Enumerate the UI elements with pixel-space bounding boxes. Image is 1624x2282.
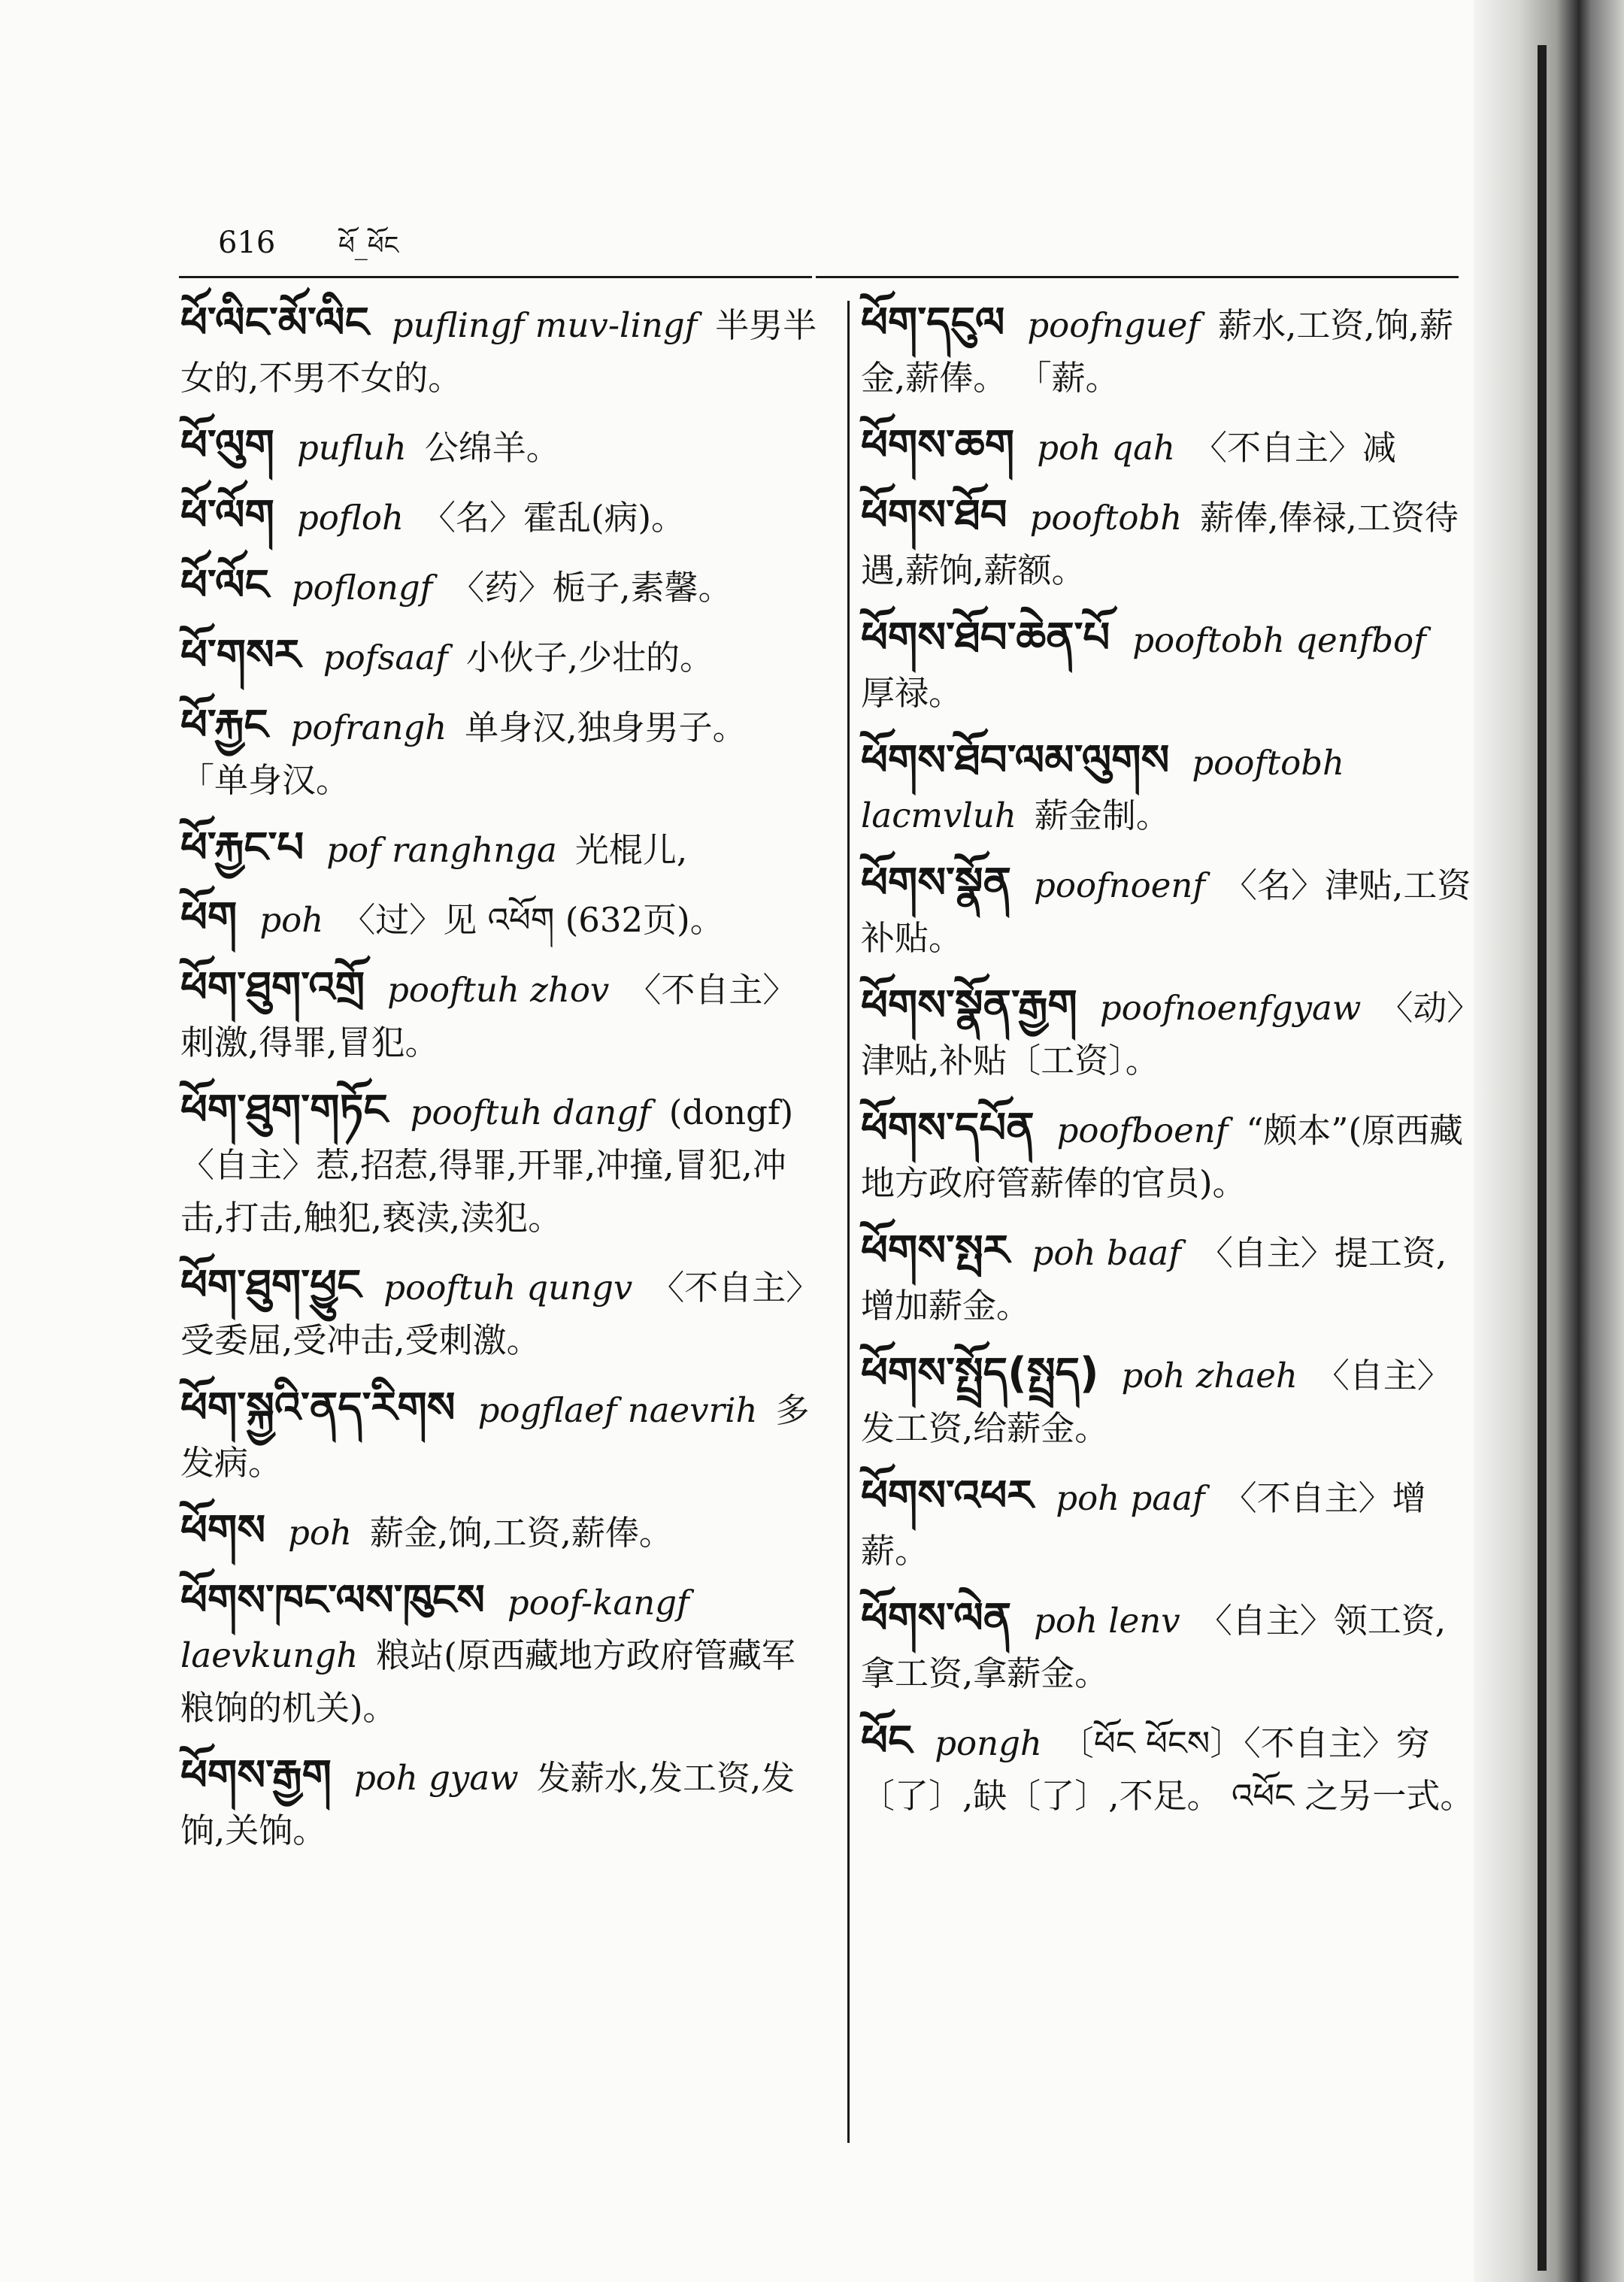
dictionary-entry (180, 420, 820, 474)
romanization: poof-kangf laevkungh (180, 1583, 689, 1675)
headword: ཕོགས་ཐོབ་ལམ་ལུགས (861, 736, 1170, 785)
definition: 〈自主〉提工资,增加薪金。 (861, 1233, 1447, 1326)
dictionary-entry (180, 559, 820, 614)
dictionary-entry (180, 822, 820, 877)
headword: ཕོ་ལོག (180, 491, 274, 540)
definition: 薪水,工资,饷,薪金,薪俸。 「薪。 (861, 305, 1453, 398)
dictionary-entry (180, 297, 820, 405)
romanization: poflongf (291, 568, 433, 608)
romanization: pofloh (296, 498, 404, 538)
definition: 光棍儿, (574, 830, 688, 870)
right-column (861, 297, 1477, 1838)
definition: 〈不自主〉受委屈,受冲击,受刺激。 (180, 1268, 803, 1360)
headword: ཕོགས་ལེན (861, 1594, 1012, 1643)
headword: ཕོགས་ཐོབ་ཆེན་པོ (861, 614, 1110, 662)
definition: 单身汉,独身男子。 「单身汉。 (180, 708, 747, 800)
header-rule-right (816, 276, 1459, 278)
headword: ཕོགས་ཆག (861, 421, 1015, 470)
headword: ཕོག་ཐུག་གཏོང (180, 1086, 388, 1135)
headword: ཕོ་རྐྱང་པ (180, 823, 304, 872)
headword: ཕོགས་སྤྲོད(སྤྲད) (861, 1349, 1099, 1398)
romanization: poh qah (1037, 428, 1175, 468)
romanization: pofrangh (290, 708, 447, 747)
romanization: poofnoenf (1034, 865, 1206, 905)
dictionary-entry (861, 297, 1477, 405)
definition: 〈名〉津贴,工资补贴。 (861, 865, 1471, 958)
dictionary-entry (180, 1084, 820, 1244)
definition: 多发病。 (180, 1390, 810, 1483)
dictionary-entry (861, 1470, 1477, 1577)
definition: (dongf) 〈自主〉惹,招惹,得罪,开罪,冲撞,冒犯,冲击,打击,触犯,亵渎,渎犯。 (180, 1093, 794, 1238)
headword: ཕོགས་འཕར (861, 1471, 1034, 1520)
romanization: poofboenf (1056, 1111, 1229, 1150)
headword: ཕོགས (180, 1506, 266, 1555)
romanization: pooftuh zhov (387, 970, 610, 1010)
headword: ཕོང (861, 1717, 913, 1765)
dictionary-entry (180, 1750, 820, 1857)
book-gutter-shadow (1474, 0, 1624, 2282)
dictionary-entry (861, 1347, 1477, 1455)
definition: 薪金,饷,工资,薪俸。 (370, 1513, 673, 1553)
dictionary-entry (180, 892, 820, 947)
header-rule-left (179, 276, 812, 278)
guide-word: ཕོ_ཕོང (338, 231, 399, 261)
dictionary-entry (861, 612, 1477, 720)
romanization: poh (259, 900, 324, 940)
dictionary-entry (180, 1382, 820, 1490)
dictionary-entry (861, 1593, 1477, 1700)
definition: 〈自主〉领工资,拿工资,拿薪金。 (861, 1601, 1447, 1693)
definition: 〈自主〉发工资,给薪金。 (861, 1356, 1451, 1448)
definition: 〈药〉栀子,素馨。 (450, 568, 732, 608)
headword: ཕོག་ཐུག་འགྲོ (180, 963, 365, 1012)
dictionary-entry (861, 1225, 1477, 1332)
headword: ཕོག་ཐུག་ཕྱུང (180, 1261, 362, 1310)
definition: 〔ཕོང ཕོངས〕〈不自主〉穷〔了〕,缺〔了〕,不足。 འཕོང 之另一式。 (861, 1723, 1474, 1816)
definition: 〈名〉霍乱(病)。 (421, 498, 686, 538)
dictionary-entry (180, 699, 820, 807)
dictionary-entry (180, 1574, 820, 1735)
page-number: 616 (218, 226, 276, 260)
headword: ཕོགས་ཁང་ལས་ཁུངས (180, 1576, 485, 1625)
headword: ཕོ་རྐྱང (180, 701, 268, 750)
dictionary-entry (861, 420, 1477, 474)
dictionary-entry (180, 489, 820, 544)
romanization: poh (288, 1513, 353, 1553)
headword: ཕོག་དངུལ (861, 299, 1005, 347)
dictionary-entry (180, 629, 820, 684)
definition: 半男半女的,不男不女的。 (180, 305, 817, 398)
headword: ཕོ་ལིང་མོ་ལིང (180, 299, 369, 347)
romanization: puflingf muv-lingf (391, 305, 698, 345)
definition: 厚禄。 (861, 673, 963, 713)
romanization: pooftuh qungv (383, 1268, 633, 1308)
romanization: pooftobh (1029, 498, 1183, 538)
headword: ཕོགས་ཐོབ (861, 491, 1007, 540)
romanization: pooftobh qenfbof (1132, 620, 1426, 660)
headword: ཕོགས་དཔོན (861, 1104, 1035, 1153)
romanization: pofsaaf (323, 638, 448, 677)
book-spine (1538, 45, 1547, 2271)
definition: 〈不自主〉减 (1193, 428, 1397, 468)
dictionary-entry (180, 962, 820, 1069)
definition: 薪金制。 (1034, 796, 1170, 835)
romanization: pof ranghnga (326, 830, 557, 870)
romanization: pogflaef naevrih (477, 1390, 758, 1430)
headword: ཕོག་སྐྱའི་ནད་རིགས (180, 1383, 456, 1432)
definition: 粮站(原西藏地方政府管藏军粮饷的机关)。 (180, 1635, 795, 1728)
headword: ཕོགས་སྤར (861, 1226, 1010, 1275)
romanization: poh gyaw (353, 1758, 519, 1798)
dictionary-entry (861, 980, 1477, 1087)
headword: ཕོ་ལུག (180, 421, 274, 470)
dictionary-entry (861, 489, 1477, 597)
left-column (180, 297, 820, 1872)
dictionary-entry (861, 857, 1477, 965)
dictionary-entry (180, 1259, 820, 1367)
definition: 〈动〉津贴,补贴〔工资〕。 (861, 988, 1464, 1080)
definition: 〈不自主〉增薪。 (861, 1478, 1426, 1571)
dictionary-entry (180, 1505, 820, 1559)
headword: ཕོགས་རྒྱག (180, 1751, 332, 1800)
romanization: poh baaf (1032, 1233, 1181, 1273)
romanization: poofnoenfgyaw (1099, 988, 1362, 1028)
headword: ཕོག (180, 893, 238, 942)
romanization: pongh (935, 1723, 1042, 1763)
definition: 公绵羊。 (424, 428, 560, 468)
column-divider (847, 301, 850, 2143)
definition: 发薪水,发工资,发饷,关饷。 (180, 1758, 795, 1850)
headword: ཕོ་ལོང (180, 561, 269, 610)
definition: 〈过〉见 འཕོག (632页)。 (341, 900, 724, 940)
definition: 小伙子,少壮的。 (465, 638, 714, 677)
definition: 〈不自主〉刺激,得罪,冒犯。 (180, 970, 797, 1062)
romanization: pooftuh dangf (410, 1093, 651, 1132)
dictionary-entry (861, 1102, 1477, 1210)
romanization: poofnguef (1027, 305, 1201, 345)
romanization: poh paaf (1056, 1478, 1205, 1518)
definition: 薪俸,俸禄,工资待遇,薪饷,薪额。 (861, 498, 1459, 590)
definition: “颇本”(原西藏地方政府管薪俸的官员)。 (861, 1111, 1463, 1203)
romanization: poh zhaeh (1121, 1356, 1298, 1396)
headword: ཕོགས་སྣོན (861, 859, 1012, 908)
headword: ཕོ་གསར (180, 631, 301, 680)
dictionary-entry (861, 1715, 1477, 1823)
headword: ཕོགས་སྣོན་རྒྱག (861, 981, 1077, 1030)
romanization: poh lenv (1034, 1601, 1180, 1641)
romanization: pooftobh lacmvluh (861, 743, 1344, 835)
dictionary-entry (861, 735, 1477, 842)
romanization: pufluh (296, 428, 407, 468)
